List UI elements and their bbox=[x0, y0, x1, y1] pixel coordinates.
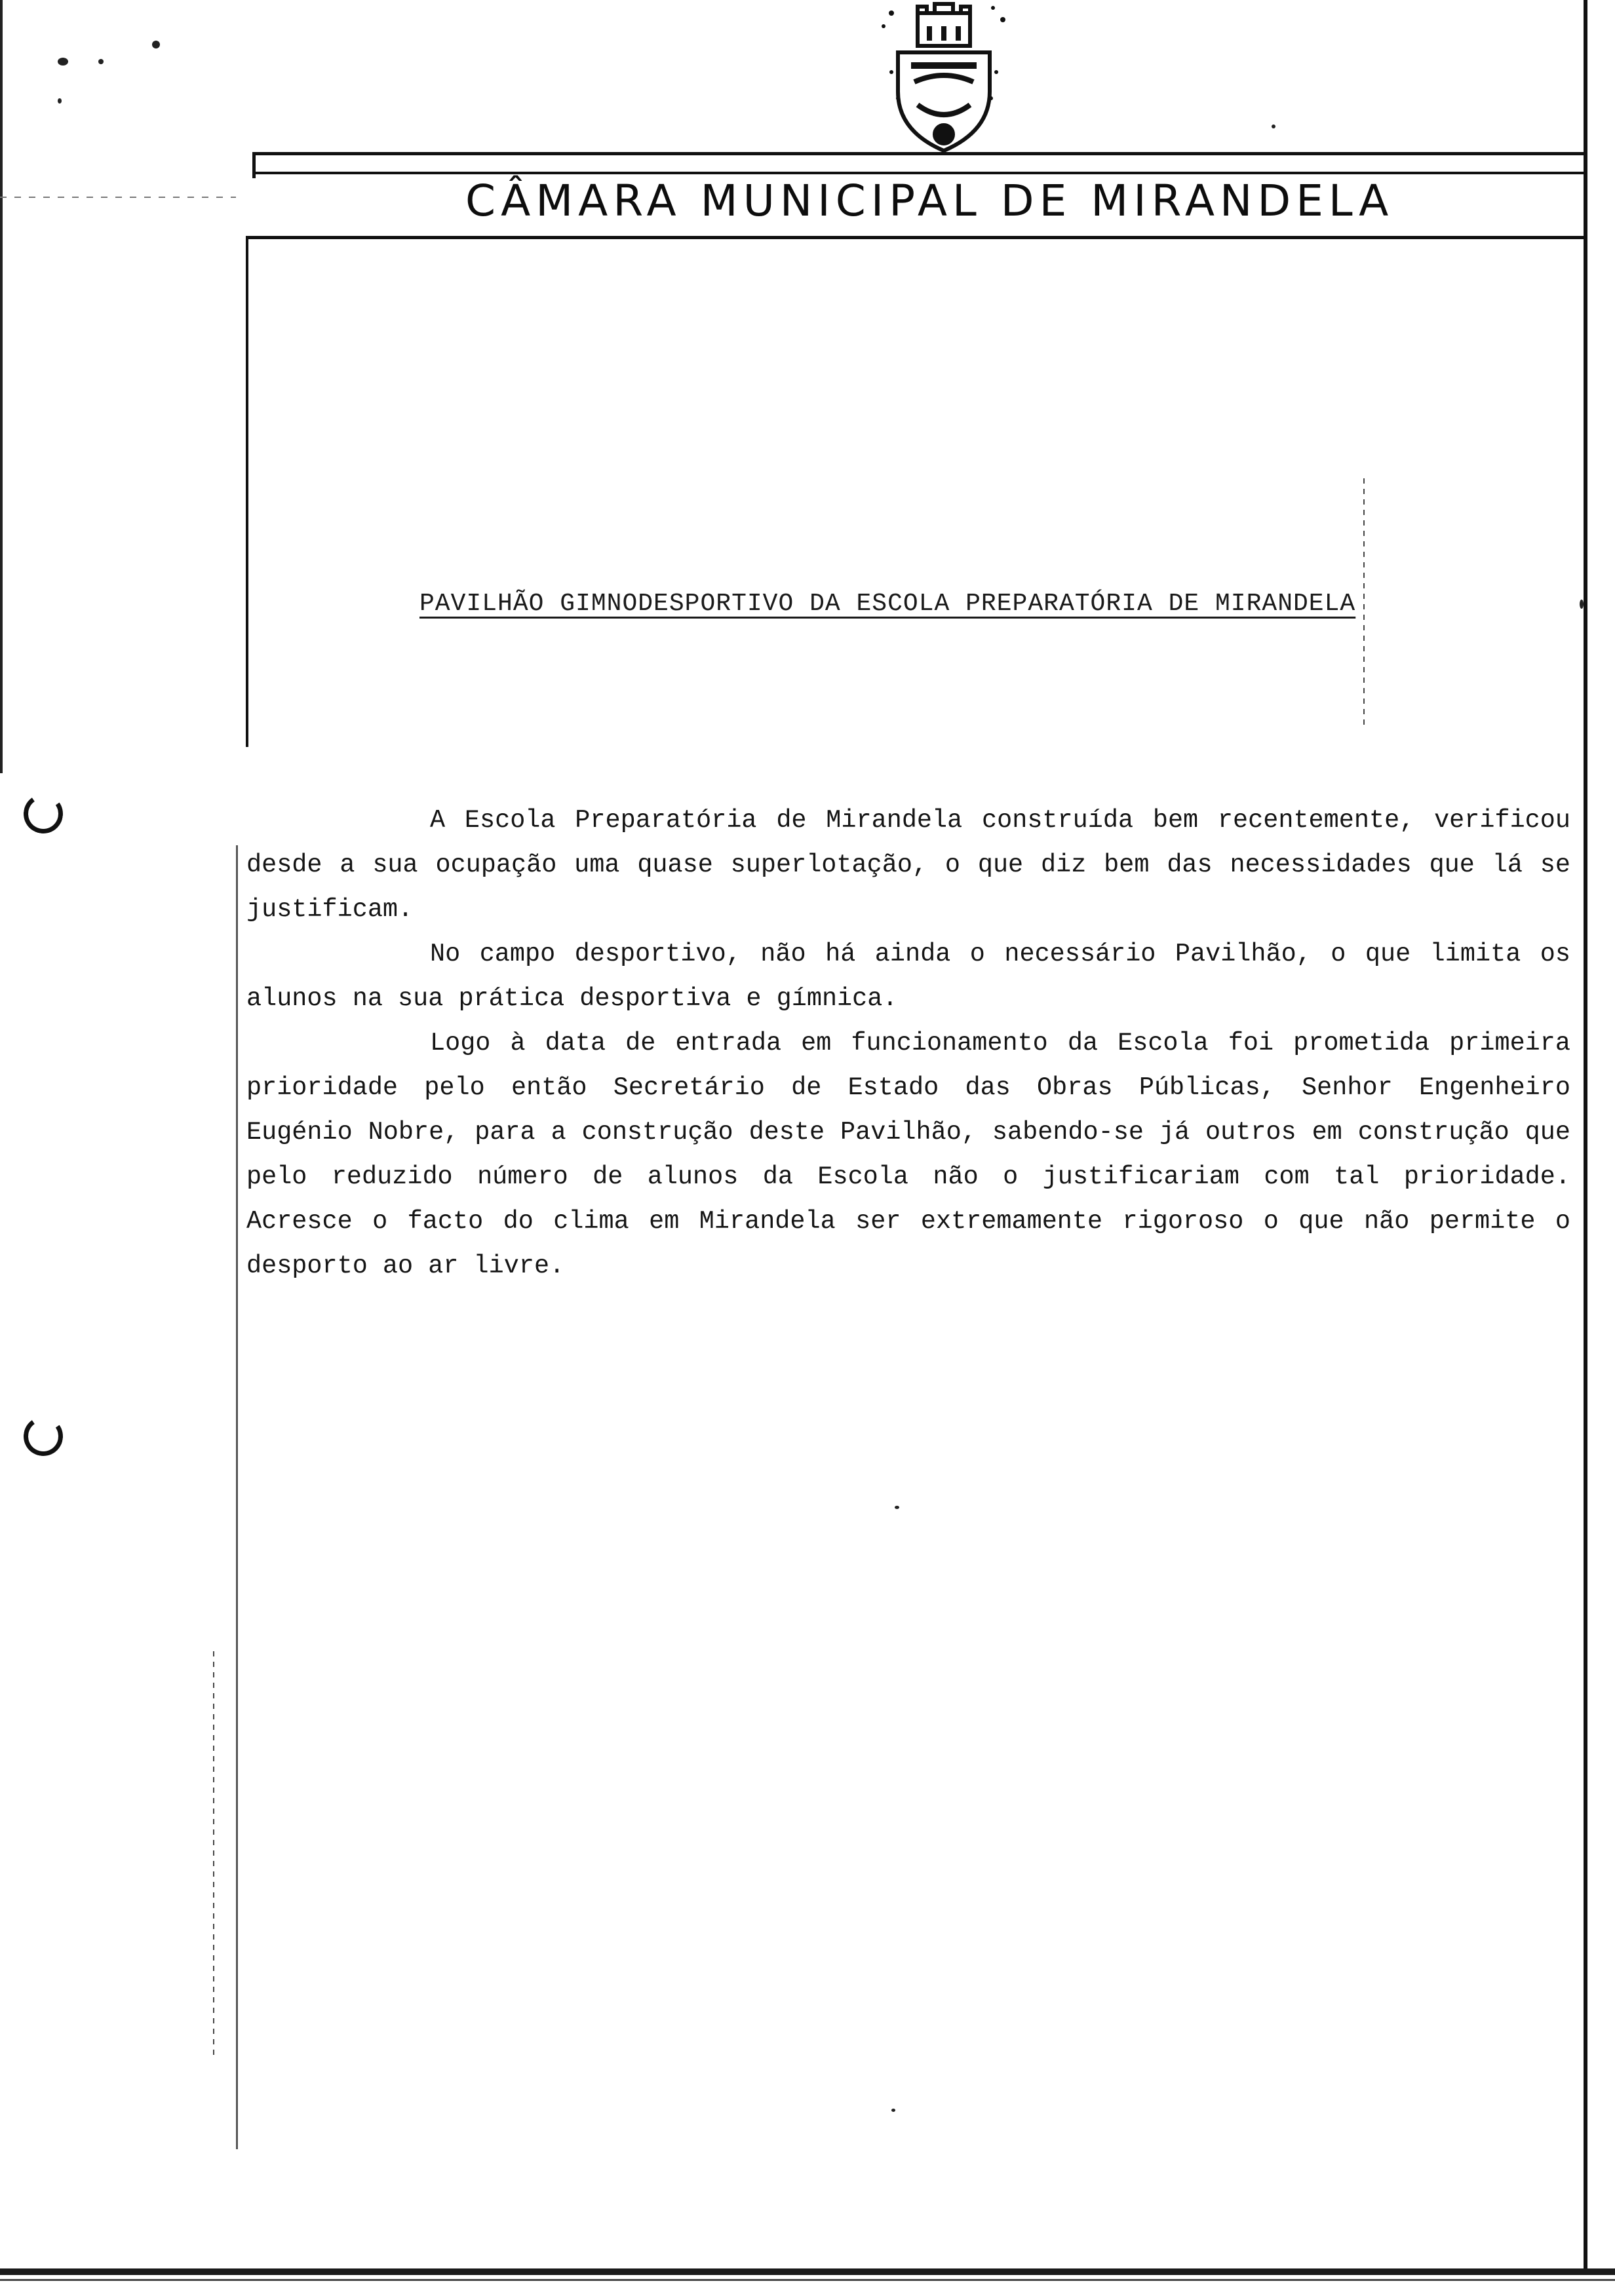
scan-speck bbox=[891, 2109, 895, 2112]
scan-artifact bbox=[0, 197, 236, 198]
paragraph-2: No campo desportivo, não há ainda o necessário Pavilhão, o que limita os alunos na sua prática desportiva e gímnica. bbox=[246, 940, 1570, 1013]
scan-speck bbox=[58, 58, 68, 66]
document-body bbox=[246, 798, 1570, 1288]
page-bottom-border-inner bbox=[0, 2279, 1615, 2281]
page-bottom-border bbox=[0, 2268, 1615, 2275]
punch-hole bbox=[20, 791, 66, 837]
margin-rule-lower bbox=[236, 845, 238, 2149]
scan-speck bbox=[1272, 124, 1275, 128]
paragraph-1: A Escola Preparatória de Mirandela construída bem recentemente, verificou desde a sua ocupação uma quase superlotação, o que diz bem das necessidades que lá se justificam. bbox=[246, 806, 1570, 924]
paragraph-3: Logo à data de entrada em funcionamento da Escola foi prometida primeira prioridade pelo então Secretário de Estado das Obras Públicas, Senhor Engenheiro Eugénio Nobre, para a construção deste Pavilhão, sabendo-se já outros em construção que pelo reduzido número de alunos da Escola não o justificariam com tal prioridade. Acresce o facto do clima em Mirandela ser extremamente rigoroso o que não permite o desporto ao ar livre. bbox=[246, 1029, 1570, 1280]
scan-speck bbox=[1580, 600, 1584, 609]
letterhead-top-rule bbox=[252, 152, 1586, 155]
binder-edge bbox=[0, 0, 3, 773]
letterhead-corner bbox=[252, 152, 256, 178]
page-right-border bbox=[1584, 0, 1587, 2274]
punch-hole bbox=[20, 1413, 66, 1459]
scan-speck bbox=[58, 98, 62, 104]
scan-speck bbox=[152, 41, 160, 48]
scan-speck bbox=[895, 1506, 899, 1509]
scan-artifact bbox=[1363, 478, 1365, 727]
letterhead-title: CÂMARA MUNICIPAL DE MIRANDELA bbox=[465, 176, 1394, 226]
document-heading: PAVILHÃO GIMNODESPORTIVO DA ESCOLA PREPARATÓRIA DE MIRANDELA bbox=[419, 590, 1356, 618]
coat-of-arms-icon bbox=[852, 0, 1036, 164]
scan-speck bbox=[98, 59, 104, 64]
letterhead-bottom-rule bbox=[246, 236, 1586, 239]
scan-artifact bbox=[213, 1651, 214, 2057]
letterhead-title-rule bbox=[252, 172, 1586, 174]
margin-rule bbox=[246, 236, 248, 747]
